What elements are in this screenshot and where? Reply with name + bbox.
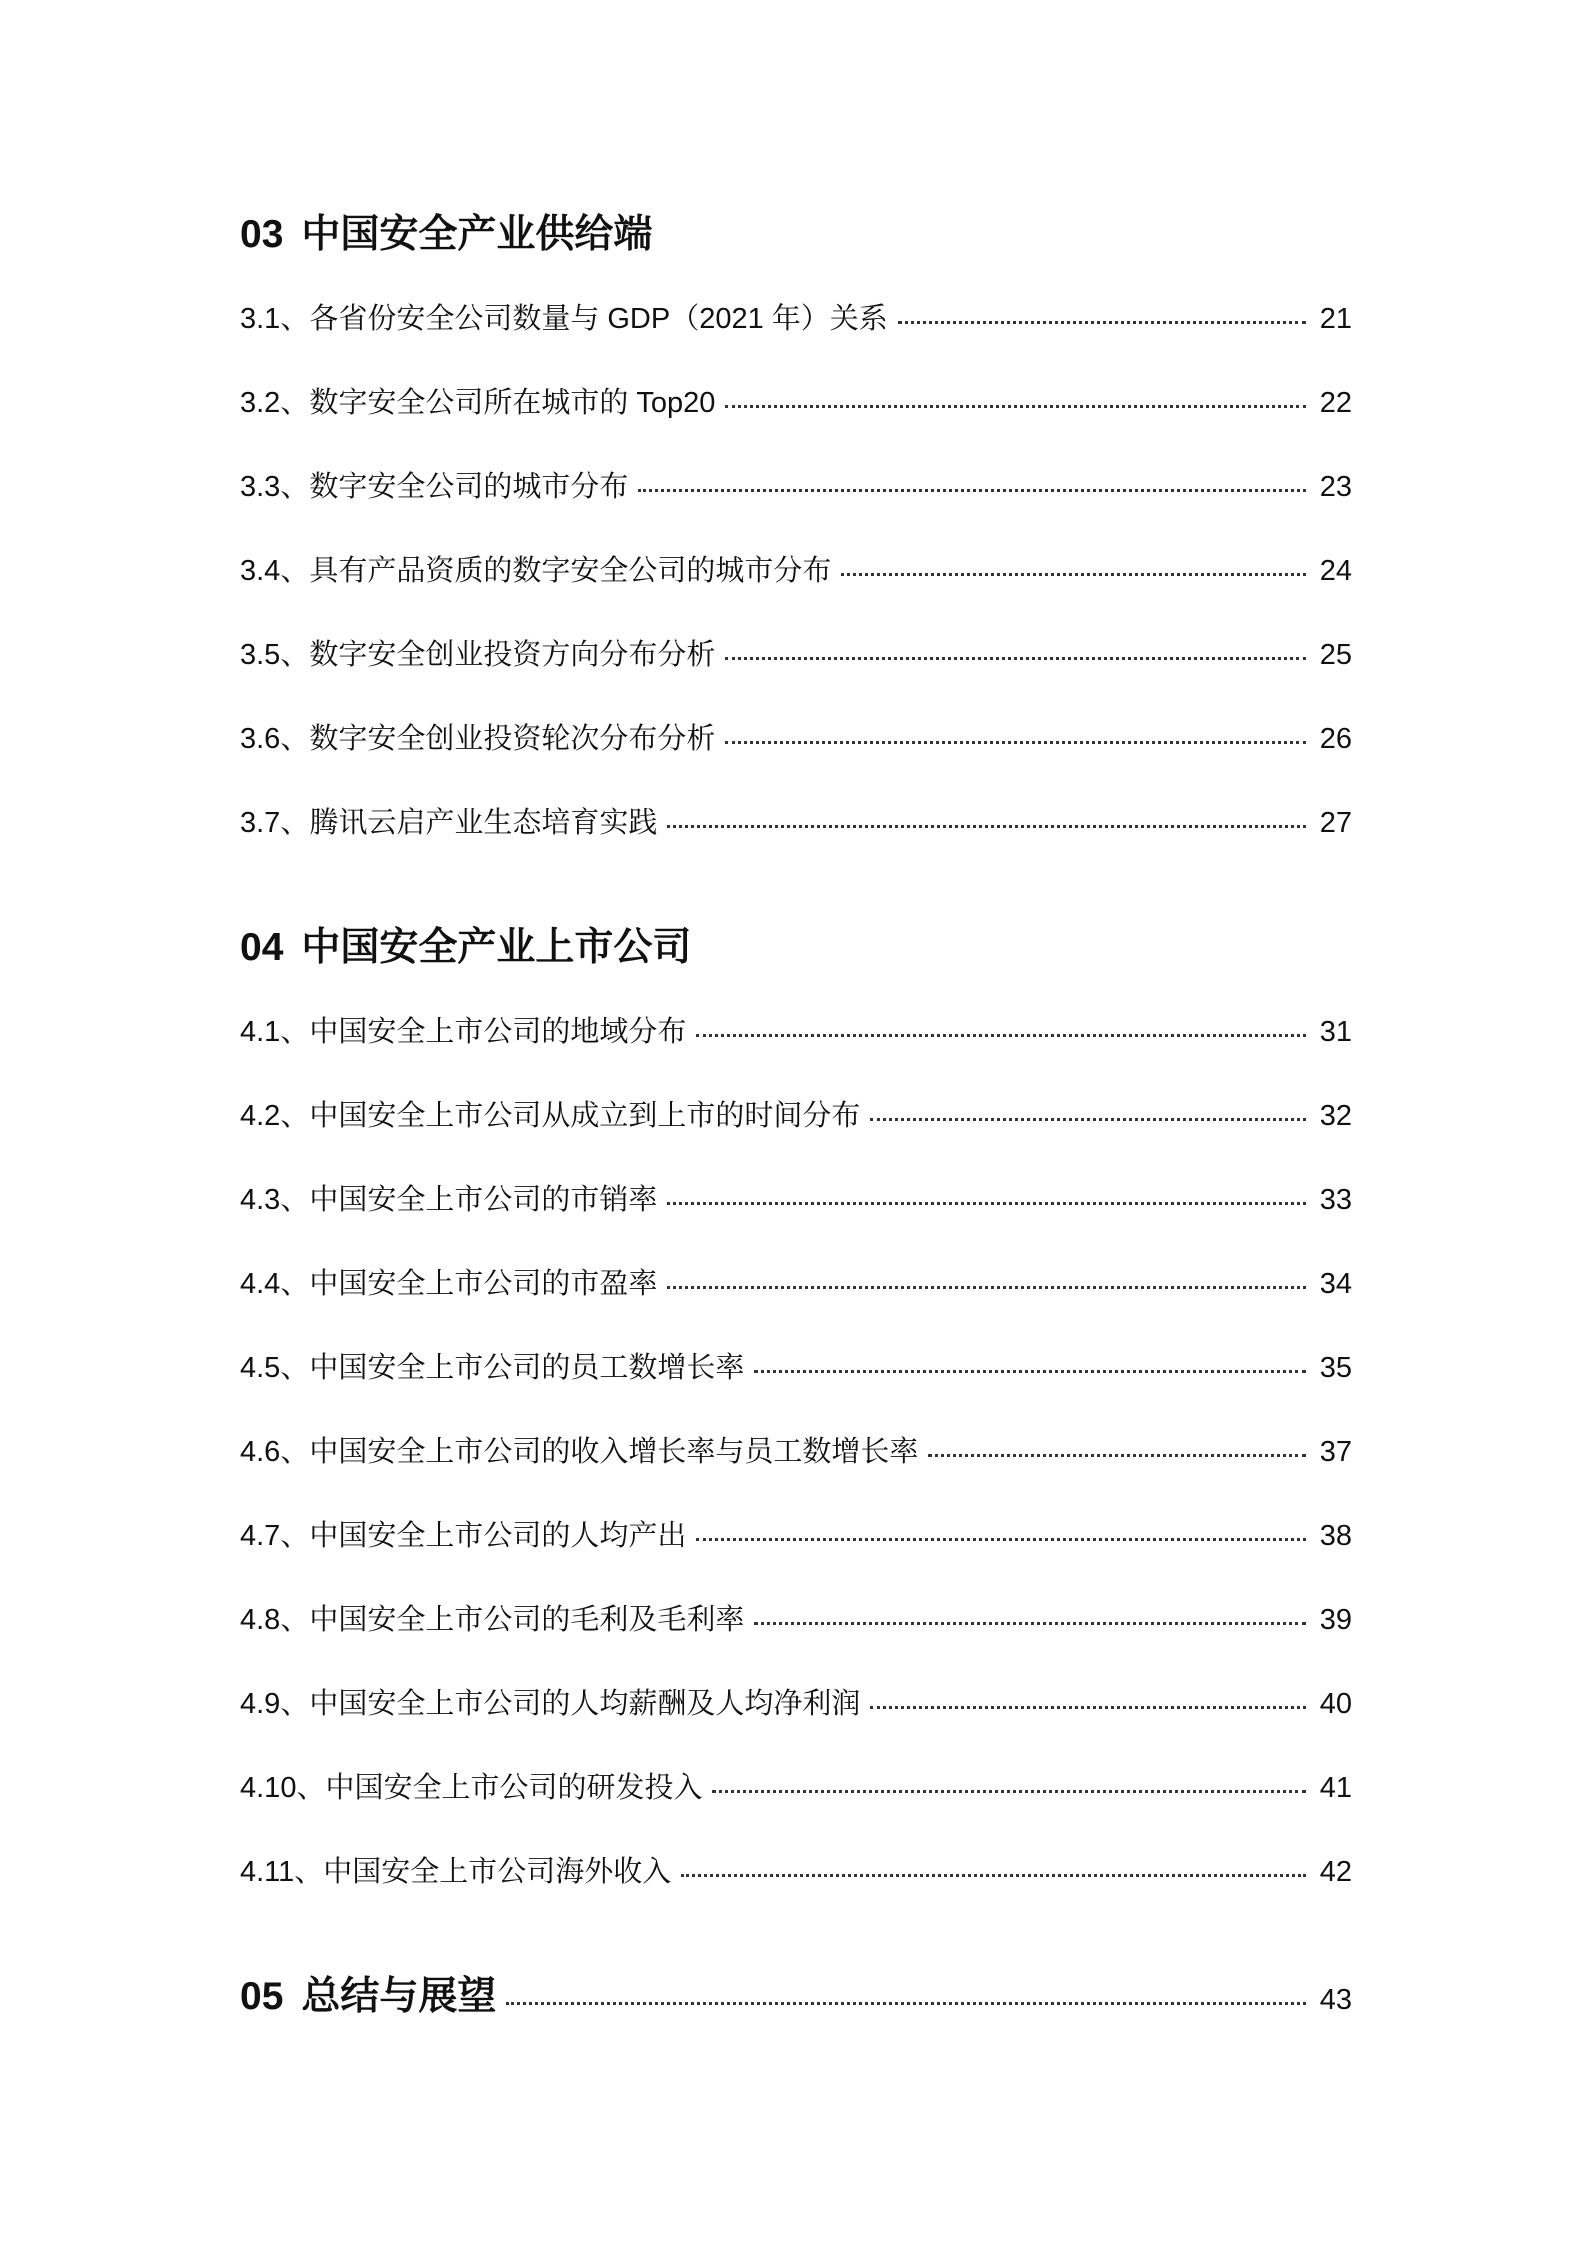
dot-leader [898,321,1306,324]
toc-entry[interactable] [240,1326,1352,1410]
toc-entry[interactable] [240,1830,1352,1914]
page-number: 34 [1319,1268,1352,1300]
toc-entry[interactable] [240,1578,1352,1662]
table-of-contents [240,193,1352,2080]
section-heading[interactable] [240,193,1352,277]
toc-entry[interactable] [240,697,1352,781]
dot-leader [725,741,1306,744]
page-number: 40 [1319,1688,1352,1720]
toc-entry[interactable] [240,529,1352,613]
dot-leader [696,1034,1306,1037]
page-number: 42 [1319,1856,1352,1888]
section-heading[interactable] [240,906,1352,990]
page-number: 21 [1319,303,1352,335]
entry-label: 3.4、具有产品资质的数字安全公司的城市分布 [240,555,832,587]
entry-label: 3.3、数字安全公司的城市分布 [240,471,629,503]
toc-entry[interactable] [240,1494,1352,1578]
dot-leader [681,1874,1306,1877]
entry-label: 3.5、数字安全创业投资方向分布分析 [240,639,716,671]
entry-label: 3.2、数字安全公司所在城市的 Top20 [240,387,716,419]
page-number: 43 [1319,1984,1352,2016]
entry-label: 3.7、腾讯云启产业生态培育实践 [240,807,658,839]
toc-entry[interactable] [240,1074,1352,1158]
dot-leader [870,1706,1306,1709]
entry-label: 4.11、中国安全上市公司海外收入 [240,1856,672,1888]
page-number: 25 [1319,639,1352,671]
entry-label: 4.7、中国安全上市公司的人均产出 [240,1520,687,1552]
section-number: 03 [240,213,284,256]
page-number: 23 [1319,471,1352,503]
dot-leader [712,1790,1306,1793]
section-title: 中国安全产业上市公司 [301,926,692,969]
dot-leader [725,657,1306,660]
dot-leader [667,1202,1306,1205]
page-number: 41 [1319,1772,1352,1804]
toc-entry[interactable] [240,613,1352,697]
toc-entry[interactable] [240,1158,1352,1242]
page-number: 22 [1319,387,1352,419]
page-number: 37 [1319,1436,1352,1468]
toc-section [240,1955,1352,2039]
entry-label: 4.5、中国安全上市公司的员工数增长率 [240,1352,745,1384]
entry-label: 4.8、中国安全上市公司的毛利及毛利率 [240,1604,745,1636]
section-title: 总结与展望 [301,1975,497,2018]
dot-leader [928,1454,1306,1457]
dot-leader [754,1370,1306,1373]
dot-leader [667,825,1306,828]
toc-entry[interactable] [240,1746,1352,1830]
entry-label: 4.9、中国安全上市公司的人均薪酬及人均净利润 [240,1688,861,1720]
entry-label: 4.2、中国安全上市公司从成立到上市的时间分布 [240,1100,861,1132]
toc-entry[interactable] [240,1662,1352,1746]
dot-leader [725,405,1306,408]
dot-leader [667,1286,1306,1289]
section-heading[interactable] [240,1955,1352,2039]
toc-entry[interactable] [240,277,1352,361]
toc-entry[interactable] [240,445,1352,529]
toc-entry[interactable] [240,990,1352,1074]
section-number: 04 [240,926,284,969]
page-number: 31 [1319,1016,1352,1048]
toc-entry[interactable] [240,361,1352,445]
page-number: 39 [1319,1604,1352,1636]
section-number: 05 [240,1975,284,2018]
entry-label: 3.1、各省份安全公司数量与 GDP（2021 年）关系 [240,303,888,335]
toc-section [240,193,1352,865]
entry-label: 3.6、数字安全创业投资轮次分布分析 [240,723,716,755]
toc-entry[interactable] [240,1410,1352,1494]
page-number: 38 [1319,1520,1352,1552]
page-number: 26 [1319,723,1352,755]
page-number: 33 [1319,1184,1352,1216]
page-number: 32 [1319,1100,1352,1132]
page-number: 35 [1319,1352,1352,1384]
dot-leader [841,573,1306,576]
dot-leader [638,489,1306,492]
dot-leader [506,2002,1306,2005]
entry-label: 4.1、中国安全上市公司的地域分布 [240,1016,687,1048]
page-number: 24 [1319,555,1352,587]
dot-leader [754,1622,1306,1625]
toc-entry[interactable] [240,781,1352,865]
dot-leader [696,1538,1306,1541]
toc-entry[interactable] [240,1242,1352,1326]
page-number: 27 [1319,807,1352,839]
dot-leader [870,1118,1306,1121]
toc-section [240,906,1352,1914]
section-title: 中国安全产业供给端 [301,213,653,256]
entry-label: 4.4、中国安全上市公司的市盈率 [240,1268,658,1300]
entry-label: 4.3、中国安全上市公司的市销率 [240,1184,658,1216]
entry-label: 4.10、中国安全上市公司的研发投入 [240,1772,703,1804]
entry-label: 4.6、中国安全上市公司的收入增长率与员工数增长率 [240,1436,919,1468]
